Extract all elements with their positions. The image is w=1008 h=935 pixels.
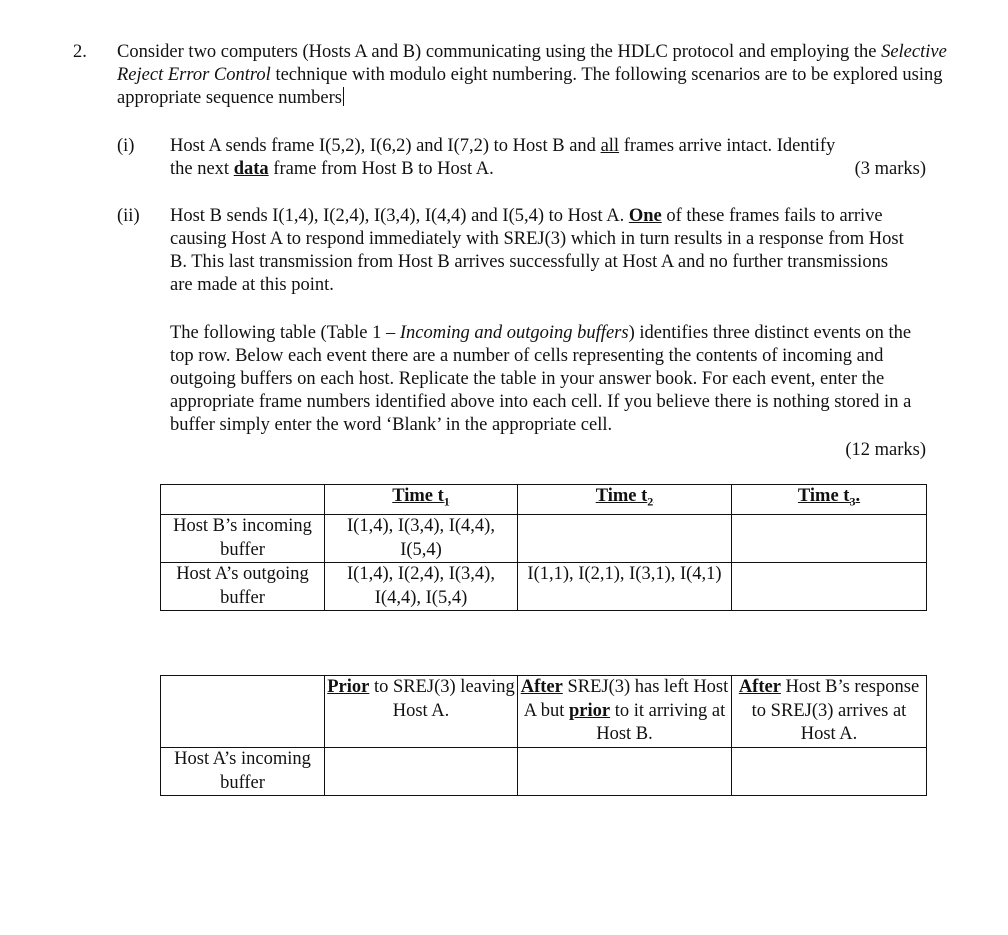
text-cursor [343,87,344,106]
header-time-t3: Time $t_3$. [732,485,927,515]
part-ii-number: (ii) [117,206,140,226]
part-ii-text: Host B sends I(1,4), I(2,4), I(3,4), I(4,4) and I(5,4) to Host A. One of these frames fails to arrive causing Host A to respond immediately with SREJ(3) which in turn results in a response from Host B. This last transmission from Host B arrives successfully at Host A and no further transmissions are made at this point. [170,206,904,295]
part-ii-marks: (12 marks) [845,440,926,460]
buffers-table-1 [160,484,927,611]
question-intro: Consider two computers (Hosts A and B) communicating using the HDLC protocol and employing the Selective Reject Error Control technique with modulo eight numbering. The following scenarios are to be explored using appropriate sequence numbers [117,42,947,108]
cell-a-incoming-3 [732,748,927,796]
part-i-text: Host A sends frame I(5,2), I(6,2) and I(7,2) to Host B and all frames arrive intact. Identify the next data frame from Host B to Host A. [170,136,836,179]
cell-a-incoming-2 [518,748,732,796]
row-label-host-a-incoming: Host A’s incoming buffer [161,748,325,796]
part-i-marks: (3 marks) [854,159,926,179]
header-time-t2: Time $t_2$ [518,485,732,515]
header-after-srej-left: After SREJ(3) has left Host A but prior to it arriving at Host B. [518,676,732,748]
cell-a-outgoing-t1: I(1,4), I(2,4), I(3,4), I(4,4), I(5,4) [325,563,518,611]
question-number: 2. [73,42,87,62]
part-i-number: (i) [117,136,135,156]
table1-corner [161,485,325,515]
cell-a-outgoing-t3 [732,563,927,611]
buffers-table-2 [160,675,927,796]
header-time-t1: Time $t_1$ [325,485,518,515]
table-instructions: The following table (Table 1 – Incoming and outgoing buffers) identifies three distinct events on the top row. Below each event there are a number of cells representing the contents of incoming and outgoing buffers on each host. Replicate the table in your answer book. For each event, enter the appropriate frame numbers identified above into each cell. If you believe there is nothing stored in a buffer simply enter the word ‘Blank’ in the appropriate cell. [170,323,912,435]
cell-b-incoming-t1: I(1,4), I(3,4), I(4,4), I(5,4) [325,515,518,563]
cell-b-incoming-t3 [732,515,927,563]
cell-a-outgoing-t2: I(1,1), I(2,1), I(3,1), I(4,1) [518,563,732,611]
table2-corner [161,676,325,748]
cell-b-incoming-t2 [518,515,732,563]
cell-a-incoming-1 [325,748,518,796]
header-after-response: After Host B’s response to SREJ(3) arrives at Host A. [732,676,927,748]
header-prior-srej: Prior to SREJ(3) leaving Host A. [325,676,518,748]
row-label-host-a-outgoing: Host A’s outgoing buffer [161,563,325,611]
row-label-host-b-incoming: Host B’s incoming buffer [161,515,325,563]
